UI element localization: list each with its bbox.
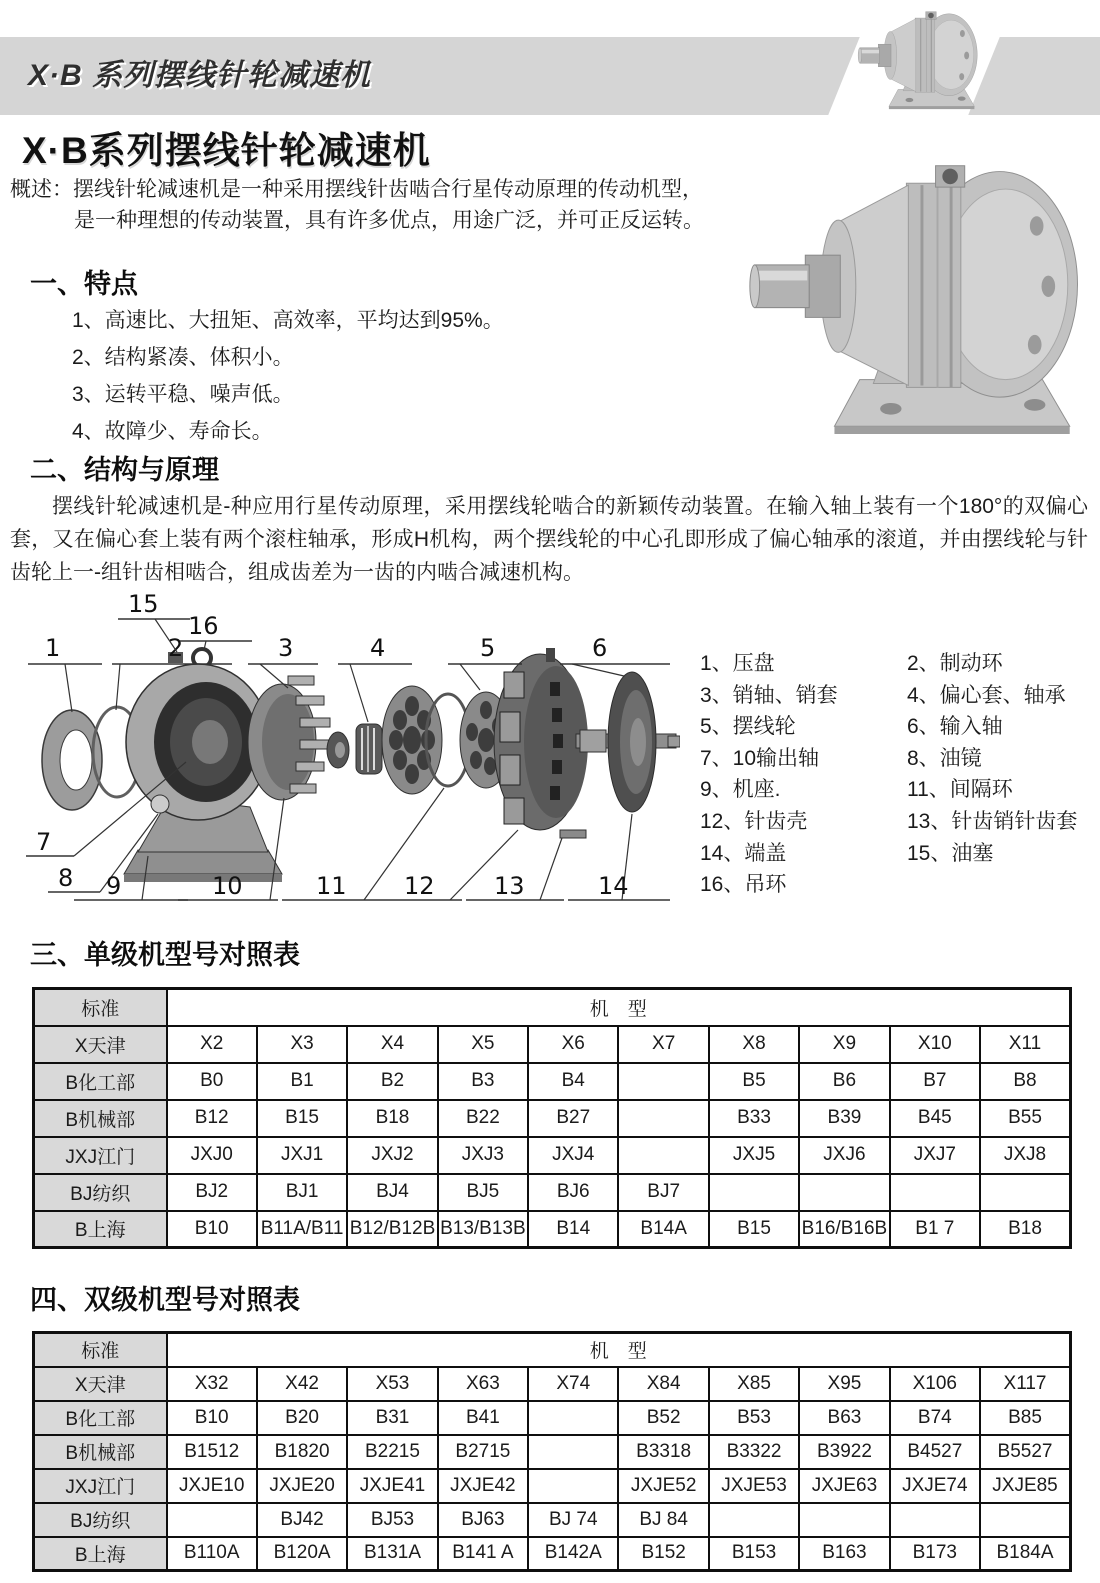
table-row <box>34 1435 1071 1469</box>
callout-number: 4 <box>370 634 386 662</box>
model-cell: B3318 <box>618 1435 708 1469</box>
callout-leader-line <box>65 664 72 712</box>
model-cell: B3 <box>438 1063 528 1100</box>
model-cell: X11 <box>980 1026 1070 1063</box>
callout-number: 10 <box>212 872 243 900</box>
legend-item: 3、销轴、销套 <box>700 683 838 707</box>
table-corner-cell: 标准 <box>34 989 167 1026</box>
callout-number: 15 <box>128 592 159 618</box>
model-cell: B16/B16B <box>799 1211 889 1248</box>
model-cell: JXJE10 <box>167 1469 257 1503</box>
table-header-row <box>34 989 1071 1026</box>
model-cell <box>618 1137 708 1174</box>
callout-number: 2 <box>168 634 184 662</box>
model-cell: X5 <box>438 1026 528 1063</box>
model-cell: JXJ5 <box>709 1137 799 1174</box>
exploded-diagram <box>20 592 680 907</box>
banner-product-photo <box>856 6 984 112</box>
model-cell <box>528 1469 618 1503</box>
model-cell <box>709 1174 799 1211</box>
callout-leader-line <box>116 664 120 710</box>
model-cell: JXJ2 <box>347 1137 437 1174</box>
page-title: X·B系列摆线针轮减速机 <box>22 130 431 171</box>
callout-leader-line <box>260 664 288 688</box>
model-cell: JXJE52 <box>618 1469 708 1503</box>
callout-number: 9 <box>106 872 122 900</box>
model-cell <box>890 1174 980 1211</box>
callout-number: 8 <box>58 864 74 892</box>
table-row <box>34 1137 1071 1174</box>
model-cell: B1 7 <box>890 1211 980 1248</box>
model-cell: X32 <box>167 1367 257 1401</box>
model-cell: B5527 <box>980 1435 1070 1469</box>
overview-paragraph <box>10 174 750 236</box>
model-cell: B142A <box>528 1537 618 1571</box>
row-label-cell: B化工部 <box>34 1063 167 1100</box>
model-cell: X4 <box>347 1026 437 1063</box>
model-cell: JXJ6 <box>799 1137 889 1174</box>
features-list <box>72 302 504 450</box>
model-cell: JXJE53 <box>709 1469 799 1503</box>
legend-item: 4、偏心套、轴承 <box>907 683 1066 707</box>
model-cell: JXJE85 <box>980 1469 1070 1503</box>
table-row <box>34 1401 1071 1435</box>
model-cell: JXJ1 <box>257 1137 347 1174</box>
table-row <box>34 1503 1071 1537</box>
model-cell: B22 <box>438 1100 528 1137</box>
model-cell: B31 <box>347 1401 437 1435</box>
model-cell: B18 <box>347 1100 437 1137</box>
callout-number: 6 <box>592 634 608 662</box>
table-row <box>34 1026 1071 1063</box>
model-cell: B15 <box>257 1100 347 1137</box>
callout-number: 11 <box>316 872 347 900</box>
model-cell: B163 <box>799 1537 889 1571</box>
model-cell: B120A <box>257 1537 347 1571</box>
model-cell: B55 <box>980 1100 1070 1137</box>
callout-number: 12 <box>404 872 435 900</box>
callout-number: 14 <box>598 872 629 900</box>
model-cell: B85 <box>980 1401 1070 1435</box>
model-cell: BJ63 <box>438 1503 528 1537</box>
model-cell: JXJ4 <box>528 1137 618 1174</box>
callout-number: 16 <box>188 612 219 640</box>
model-cell: BJ1 <box>257 1174 347 1211</box>
machine-type-header-cell: 机 型 <box>167 989 1071 1026</box>
table-header-row <box>34 1333 1071 1367</box>
legend-item: 11、间隔环 <box>907 778 1013 802</box>
legend-item: 8、油镜 <box>907 746 982 770</box>
row-label-cell: B上海 <box>34 1211 167 1248</box>
legend-item: 14、端盖 <box>700 841 787 865</box>
row-label-cell: B机械部 <box>34 1100 167 1137</box>
callout-leader-line <box>270 798 284 900</box>
legend-item: 2、制动环 <box>907 652 1003 675</box>
model-cell: B6 <box>799 1063 889 1100</box>
double-stage-table <box>32 1331 1072 1572</box>
model-cell: X63 <box>438 1367 528 1401</box>
model-cell: B45 <box>890 1100 980 1137</box>
model-cell: B2215 <box>347 1435 437 1469</box>
model-cell: X53 <box>347 1367 437 1401</box>
model-cell: X74 <box>528 1367 618 1401</box>
legend-item: 9、机座. <box>700 778 781 802</box>
model-cell: B131A <box>347 1537 437 1571</box>
model-cell <box>799 1174 889 1211</box>
callout-number: 5 <box>480 634 496 662</box>
model-cell: B33 <box>709 1100 799 1137</box>
table-row <box>34 1469 1071 1503</box>
callout-number: 3 <box>278 634 294 662</box>
model-cell: B141 A <box>438 1537 528 1571</box>
row-label-cell: B化工部 <box>34 1401 167 1435</box>
model-cell: JXJE41 <box>347 1469 437 1503</box>
model-cell: X95 <box>799 1367 889 1401</box>
model-cell: X84 <box>618 1367 708 1401</box>
model-cell: B153 <box>709 1537 799 1571</box>
model-cell: B63 <box>799 1401 889 1435</box>
model-cell: B13/B13B <box>438 1211 528 1248</box>
model-cell <box>980 1503 1070 1537</box>
model-cell <box>799 1503 889 1537</box>
model-cell: X106 <box>890 1367 980 1401</box>
row-label-cell: X天津 <box>34 1026 167 1063</box>
table-row <box>34 1367 1071 1401</box>
model-cell: X6 <box>528 1026 618 1063</box>
model-cell <box>618 1100 708 1137</box>
model-cell: B27 <box>528 1100 618 1137</box>
model-cell: B1512 <box>167 1435 257 1469</box>
section-heading-single-stage: 三、单级机型号对照表 <box>30 940 300 970</box>
table-row <box>34 1174 1071 1211</box>
banner-title: X·B 系列摆线针轮减速机 <box>28 59 371 92</box>
model-cell: B110A <box>167 1537 257 1571</box>
model-cell: BJ5 <box>438 1174 528 1211</box>
model-cell: B12/B12B <box>347 1211 437 1248</box>
model-cell: B12 <box>167 1100 257 1137</box>
model-cell: B3922 <box>799 1435 889 1469</box>
model-cell: X42 <box>257 1367 347 1401</box>
model-cell: B14 <box>528 1211 618 1248</box>
model-cell: B7 <box>890 1063 980 1100</box>
model-cell: B15 <box>709 1211 799 1248</box>
legend-item: 12、针齿壳 <box>700 809 808 833</box>
single-stage-table <box>32 987 1072 1249</box>
model-cell: BJ2 <box>167 1174 257 1211</box>
overview-line-1: 概述：摆线针轮减速机是一种采用摆线针齿啮合行星传动原理的传动机型， <box>10 178 703 201</box>
model-cell: JXJ7 <box>890 1137 980 1174</box>
row-label-cell: BJ纺织 <box>34 1503 167 1537</box>
model-cell: B52 <box>618 1401 708 1435</box>
model-cell <box>528 1401 618 1435</box>
feature-item: 2、结构紧凑、体积小。 <box>72 346 294 369</box>
legend-item: 7、10输出轴 <box>700 746 820 770</box>
model-cell: B53 <box>709 1401 799 1435</box>
model-cell: X7 <box>618 1026 708 1063</box>
model-cell: B74 <box>890 1401 980 1435</box>
structure-paragraph: 摆线针轮减速机是-种应用行星传动原理，采用摆线轮啮合的新颖传动装置。在输入轴上装有一个180°的双偏心套，又在偏心套上装有两个滚柱轴承，形成H机构，两个摆线轮的中心孔即形成了偏心轴承的滚道，并由摆线轮与针齿轮上一-组针齿相啮合，组成齿差为一齿的内啮合减速机构。 <box>10 495 1088 584</box>
section-heading-double-stage: 四、双级机型号对照表 <box>30 1285 300 1315</box>
callout-leader-line <box>572 664 624 676</box>
model-cell: B10 <box>167 1401 257 1435</box>
model-cell: BJ 74 <box>528 1503 618 1537</box>
model-cell: B18 <box>980 1211 1070 1248</box>
legend-item: 6、输入轴 <box>907 715 1003 739</box>
row-label-cell: JXJ江门 <box>34 1137 167 1174</box>
callout-leader-line <box>350 664 368 722</box>
model-cell: JXJ8 <box>980 1137 1070 1174</box>
model-cell: X9 <box>799 1026 889 1063</box>
model-cell <box>528 1435 618 1469</box>
row-label-cell: X天津 <box>34 1367 167 1401</box>
overview-line-2: 是一种理想的传动装置，具有许多优点，用途广泛，并可正反运转。 <box>74 209 704 232</box>
model-cell: B41 <box>438 1401 528 1435</box>
model-cell: B11A/B11 <box>257 1211 347 1248</box>
model-cell: BJ4 <box>347 1174 437 1211</box>
model-cell: X8 <box>709 1026 799 1063</box>
section-heading-features: 一、特点 <box>30 269 138 299</box>
model-cell: B10 <box>167 1211 257 1248</box>
model-cell: BJ 84 <box>618 1503 708 1537</box>
model-cell: X85 <box>709 1367 799 1401</box>
row-label-cell: B机械部 <box>34 1435 167 1469</box>
model-cell: B5 <box>709 1063 799 1100</box>
table-row <box>34 1211 1071 1248</box>
table-corner-cell: 标准 <box>34 1333 167 1367</box>
model-cell <box>167 1503 257 1537</box>
model-cell: B2715 <box>438 1435 528 1469</box>
legend-item: 5、摆线轮 <box>700 715 796 739</box>
row-label-cell: BJ纺织 <box>34 1174 167 1211</box>
model-cell: B39 <box>799 1100 889 1137</box>
model-cell: B8 <box>980 1063 1070 1100</box>
model-cell: BJ42 <box>257 1503 347 1537</box>
model-cell: X3 <box>257 1026 347 1063</box>
model-cell: B14A <box>618 1211 708 1248</box>
model-cell: B173 <box>890 1537 980 1571</box>
model-cell <box>618 1063 708 1100</box>
feature-item: 1、高速比、大扭矩、高效率，平均达到95%。 <box>72 309 504 332</box>
feature-item: 3、运转平稳、噪声低。 <box>72 383 294 406</box>
row-label-cell: B上海 <box>34 1537 167 1571</box>
table-row <box>34 1100 1071 1137</box>
section-heading-structure: 二、结构与原理 <box>30 455 219 485</box>
model-cell: B4527 <box>890 1435 980 1469</box>
model-cell: JXJE63 <box>799 1469 889 1503</box>
callout-leader-line <box>460 664 480 690</box>
parts-legend <box>700 648 1092 901</box>
callout-number: 1 <box>45 634 61 662</box>
model-cell: X2 <box>167 1026 257 1063</box>
model-cell: B20 <box>257 1401 347 1435</box>
model-cell: BJ6 <box>528 1174 618 1211</box>
model-cell: B4 <box>528 1063 618 1100</box>
model-cell: X117 <box>980 1367 1070 1401</box>
table-row <box>34 1537 1071 1571</box>
callout-leader-line <box>540 838 562 900</box>
model-cell: B1 <box>257 1063 347 1100</box>
machine-type-header-cell: 机 型 <box>167 1333 1071 1367</box>
legend-item: 16、吊环 <box>700 873 787 897</box>
row-label-cell: JXJ江门 <box>34 1469 167 1503</box>
callout-number: 13 <box>494 872 525 900</box>
model-cell: JXJE42 <box>438 1469 528 1503</box>
model-cell: JXJ0 <box>167 1137 257 1174</box>
model-cell <box>709 1503 799 1537</box>
model-cell <box>890 1503 980 1537</box>
legend-item <box>907 869 1092 901</box>
model-cell: BJ53 <box>347 1503 437 1537</box>
model-cell: JXJE74 <box>890 1469 980 1503</box>
model-cell: X10 <box>890 1026 980 1063</box>
model-cell: B0 <box>167 1063 257 1100</box>
callout-number: 7 <box>36 828 52 856</box>
feature-item: 4、故障少、寿命长。 <box>72 420 273 443</box>
model-cell: B152 <box>618 1537 708 1571</box>
model-cell: B184A <box>980 1537 1070 1571</box>
model-cell: JXJ3 <box>438 1137 528 1174</box>
legend-item: 13、针齿销针齿套 <box>907 809 1078 833</box>
model-cell: JXJE20 <box>257 1469 347 1503</box>
model-cell: BJ7 <box>618 1174 708 1211</box>
table-row <box>34 1063 1071 1100</box>
model-cell <box>980 1174 1070 1211</box>
model-cell: B3322 <box>709 1435 799 1469</box>
product-photo <box>745 150 1095 442</box>
model-cell: B2 <box>347 1063 437 1100</box>
legend-item: 15、油塞 <box>907 841 994 865</box>
model-cell: B1820 <box>257 1435 347 1469</box>
legend-item: 1、压盘 <box>700 652 775 675</box>
